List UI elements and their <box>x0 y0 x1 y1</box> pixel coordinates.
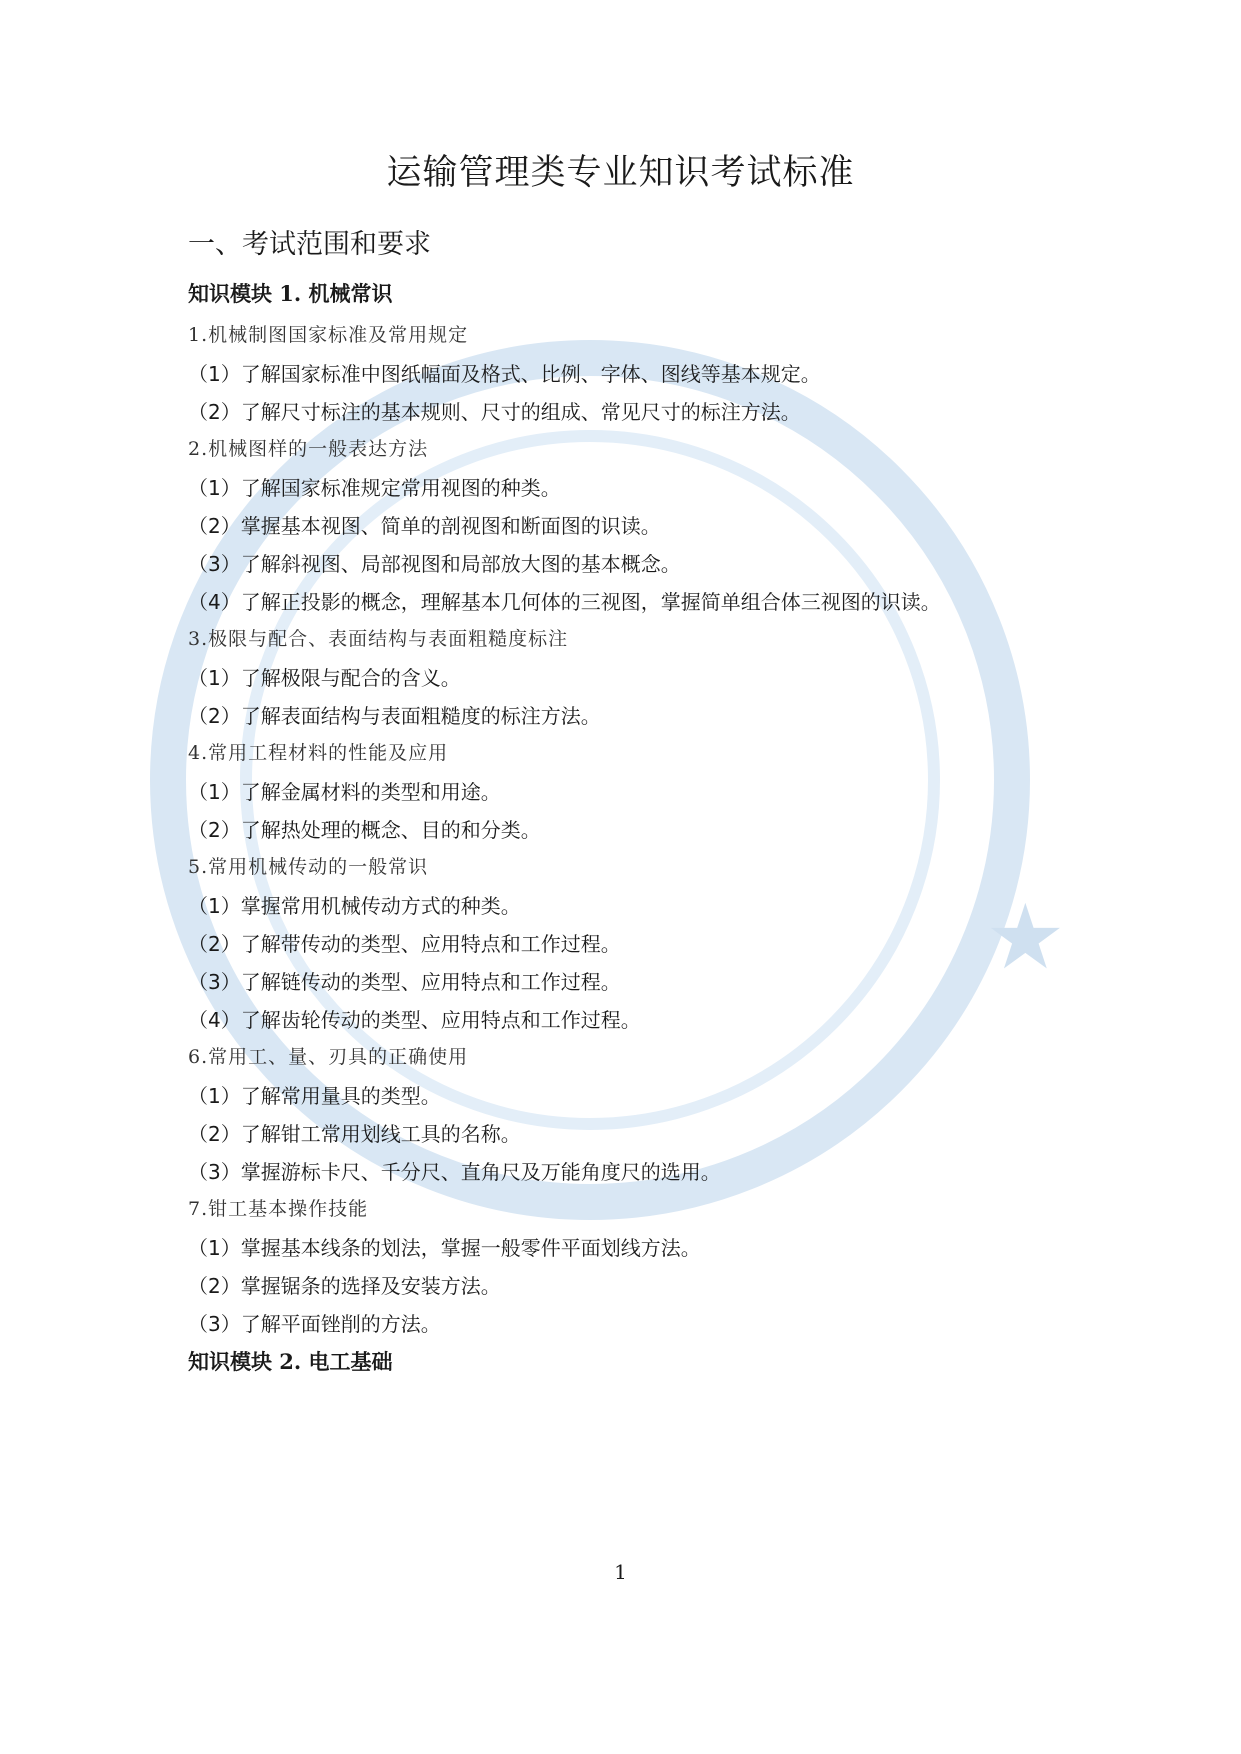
subsection-title: 1.机械制图国家标准及常用规定 <box>188 324 469 346</box>
list-item: （1）了解常用量具的类型。 <box>188 1084 441 1108</box>
page-number: 1 <box>614 1560 627 1584</box>
module-heading-1: 知识模块 1. 机械常识 <box>188 281 393 306</box>
subsection-title: 6.常用工、量、刃具的正确使用 <box>188 1046 469 1068</box>
list-item: （3）了解平面锉削的方法。 <box>188 1312 441 1336</box>
list-item: （2）掌握锯条的选择及安装方法。 <box>188 1274 501 1298</box>
star-icon: ★ <box>985 885 1066 990</box>
subsection-title: 3.极限与配合、表面结构与表面粗糙度标注 <box>188 628 569 650</box>
list-item: （3）掌握游标卡尺、千分尺、直角尺及万能角度尺的选用。 <box>188 1160 721 1184</box>
list-item: （2）了解尺寸标注的基本规则、尺寸的组成、常见尺寸的标注方法。 <box>188 400 801 424</box>
subsection-title: 2.机械图样的一般表达方法 <box>188 438 429 460</box>
list-item: （2）了解钳工常用划线工具的名称。 <box>188 1122 521 1146</box>
module-heading-2: 知识模块 2. 电工基础 <box>188 1349 393 1374</box>
list-item: （2）掌握基本视图、简单的剖视图和断面图的识读。 <box>188 514 661 538</box>
list-item: （2）了解表面结构与表面粗糙度的标注方法。 <box>188 704 601 728</box>
subsection-title: 7.钳工基本操作技能 <box>188 1198 369 1220</box>
list-item: （1）了解国家标准中图纸幅面及格式、比例、字体、图线等基本规定。 <box>188 362 821 386</box>
list-item: （4）了解正投影的概念，理解基本几何体的三视图，掌握简单组合体三视图的识读。 <box>188 590 941 614</box>
page-title: 运输管理类专业知识考试标准 <box>386 153 855 193</box>
list-item: （1）了解极限与配合的含义。 <box>188 666 461 690</box>
section-heading: 一、考试范围和要求 <box>188 229 431 260</box>
subsection-title: 4.常用工程材料的性能及应用 <box>188 742 449 764</box>
list-item: （2）了解带传动的类型、应用特点和工作过程。 <box>188 932 621 956</box>
list-item: （2）了解热处理的概念、目的和分类。 <box>188 818 541 842</box>
list-item: （3）了解斜视图、局部视图和局部放大图的基本概念。 <box>188 552 681 576</box>
list-item: （1）掌握常用机械传动方式的种类。 <box>188 894 521 918</box>
list-item: （1）掌握基本线条的划法，掌握一般零件平面划线方法。 <box>188 1236 701 1260</box>
list-item: （1）了解金属材料的类型和用途。 <box>188 780 501 804</box>
list-item: （1）了解国家标准规定常用视图的种类。 <box>188 476 561 500</box>
list-item: （4）了解齿轮传动的类型、应用特点和工作过程。 <box>188 1008 641 1032</box>
subsection-title: 5.常用机械传动的一般常识 <box>188 856 429 878</box>
list-item: （3）了解链传动的类型、应用特点和工作过程。 <box>188 970 621 994</box>
